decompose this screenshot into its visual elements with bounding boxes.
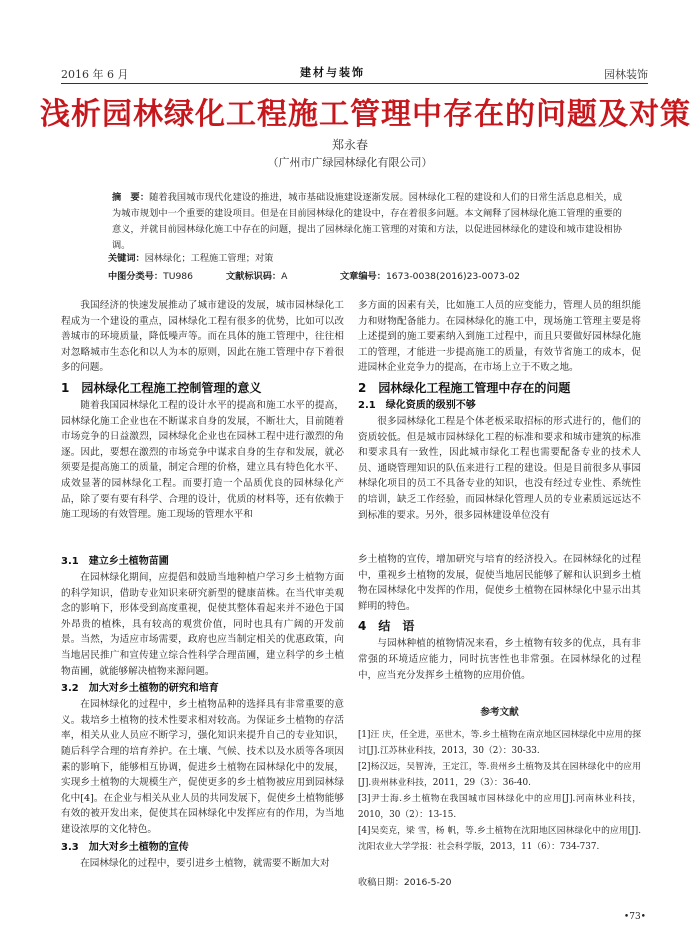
ornamental-divider	[61, 538, 655, 546]
clc-value: TU986	[163, 271, 193, 282]
clc-number	[108, 268, 193, 282]
doc-code	[226, 268, 287, 282]
abstract-text: 随着我国城市现代化建设的推进，城市基础设施建设逐渐发展。园林绿化工程的建设和人们的日常生活息息相关，成为城市规划中一个重要的建设项目。但是在目前园林绿化的建设中，存在着很多问题。本文阐释了园林绿化施工管理的重要的意义，并就目前园林绿化施工中存在的问题，提出了园林绿化施工管理的对策和方法，以促进园林绿化的建设和城市建设相协调。	[112, 192, 623, 251]
doc-value: A	[281, 271, 288, 282]
section-3-1-heading: 3.1 建立乡土植物苗圃	[61, 556, 169, 567]
reference-item: [1]汪 庆，任全进，巫世木，等.乡土植物在南京地区园林绿化中应用的探讨[J].江苏林业科技，2013，30（2）：30-33.	[358, 730, 641, 757]
upper-left-column	[61, 298, 344, 523]
issue-date: 2016 年 6 月	[61, 68, 129, 81]
continued-paragraph: 多方面的因素有关，比如施工人员的应变能力，管理人员的组织能力和财物配备能力。在园林绿化的施工中，现场施工管理主要是将上述提到的施工要素纳入到施工过程中，而且只要做好园林绿化施工的管理，才能进一步提高施工的质量，有效节省施工的成本，促进园林企业竞争力的提高，在市场上立于不败之地。	[358, 300, 641, 374]
upper-right-column	[358, 298, 641, 523]
page-number: •73•	[623, 912, 646, 922]
section-2-1-paragraph: 很多园林绿化工程是个体老板采取招标的形式进行的，他们的资质较低。但是城市园林绿化工程的标准和要求和城市建筑的标准和要求具有一致性，因此城市绿化工程也需要配备专业的技术人员、通晓管理知识的队伍来进行工程的建设。但是目前很多从事园林绿化项目的员工不具备专业的知识，也没有经过专业性、系统性的培训，缺乏工作经验，而园林绿化管理人员的专业素质远远达不到标准的要求。另外，很多园林建设单位没有	[358, 415, 641, 521]
intro-paragraph: 我国经济的快速发展推动了城市建设的发展，城市园林绿化工程成为一个建设的重点，园林绿化工程有很多的优势，比如可以改善城市的环境质量，降低噪声等。而在具体的施工管理中，往往相对忽略城市生态化和以人为本的原则，因此在施工管理中存下着很多的问题。	[61, 300, 344, 374]
article-label: 文章编号：	[340, 271, 386, 282]
section-3-3-paragraph: 在园林绿化的过程中，要引进乡土植物，就需要不断加大对	[80, 857, 330, 869]
clc-label: 中图分类号：	[108, 271, 164, 282]
section-4-heading: 4 结 语	[358, 619, 415, 634]
affiliation: （广州市广绿园林绿化有限公司）	[267, 156, 433, 169]
section-2-1-heading: 2.1 绿化资质的级别不够	[358, 399, 476, 411]
header-rule	[61, 83, 648, 84]
reference-item: [4]吴奕克，梁 雪，杨 帆，等.乡土植物在沈阳地区园林绿化中的应用[J].沈阳农业大学学报：社会科学版，2013，11（6）：734-737.	[358, 826, 641, 853]
section-3-2-heading: 3.2 加大对乡土植物的研究和培育	[61, 683, 219, 695]
references-title: 参考文献	[480, 707, 519, 719]
section-3-2-paragraph: 在园林绿化的过程中，乡土植物品种的选择具有非常重要的意义。栽培乡土植物的技术性要求相对较高。为保证乡土植物的存活率，相关从业人员应不断学习，强化知识来提升自己的专业知识，随后科学合理的培育养护。在土壤、气候、技术以及水质等各项因素的影响下，能够相互协调，促进乡土植物在园林绿化中的发展，实现乡土植物的大规模生产，促使更多的乡土植物被应用到园林绿化中[4]。在企业与相关从业人员的共同发展下，促使乡土植物能够有效的被开发出来，促使其在园林绿化中发挥应有的作用，为当地建设浓厚的文化特色。	[61, 699, 344, 835]
keywords	[108, 250, 273, 264]
continued-paragraph-2: 乡土植物的宣传，增加研究与培育的经济投入。在园林绿化的过程中，重视乡土植物的发展，促使当地居民能够了解和认识到乡土植物在园林绿化中发挥的作用，促使乡土植物在园林绿化中显示出其鲜明的特色。	[358, 554, 641, 612]
section-2-heading: 2 园林绿化工程施工管理中存在的问题	[358, 380, 571, 395]
doc-label: 文献标识码：	[226, 271, 282, 282]
section-1-paragraph: 随着我国园林绿化工程的设计水平的提高和施工水平的提高，园林绿化施工企业也在不断谋求自身的发展，不断壮大，目前随着市场竞争的日益激烈，园林绿化企业也在园林工程中进行激烈的角逐。因此，要想在激烈的市场竞争中谋求自身的生存和发展，就必须要是提高施工的质量，制定合理的价格，建立具有特色化水平、成效显著的园林绿化工程。而要打造一个品质优良的园林绿化产品，除了要有要有科学、合理的设计，优质的材料等，还有依赖于施工现场的有效管理。施工现场的管理水平和	[61, 399, 344, 521]
journal-logo: 建材与装饰	[300, 66, 365, 79]
section-3-3-heading: 3.3 加大对乡土植物的宣传	[61, 841, 189, 853]
lower-right-column	[358, 552, 641, 891]
reference-item: [3]尹士海.乡土植物在我国城市园林绿化中的应用[J].河南林业科技，2010，30（2）：13-15.	[358, 794, 641, 821]
article-title: 浅析园林绿化工程施工管理中存在的问题及对策	[40, 97, 691, 132]
conclusion-paragraph: 与园林种植的植物情况来看，乡土植物有较多的优点，具有非常强的环境适应能力，同时抗害性也非常强。在园林绿化的过程中，应当充分发挥乡土植物的应用价值。	[358, 638, 641, 681]
section-name: 园林装饰	[604, 68, 648, 81]
abstract	[112, 190, 622, 254]
article-value: 1673-0038(2016)23-0073-02	[385, 271, 520, 282]
section-1-heading: 1 园林绿化工程施工控制管理的意义	[61, 380, 262, 395]
section-3-1-paragraph: 在园林绿化期间，应提倡和鼓励当地种植户学习乡土植物方面的科学知识，借助专业知识来研究新型的健康苗株。在当代审美观念的影响下，形体受到高度重视，促使其整体看起来并不逊色于国外昂贵的植株，具有较高的观赏价值，同时也具有广阔的开发前景。当然，为适应市场需要，政府也应当制定相关的优惠政策，向当地居民推广和宣传建立综合性科学合理苗圃，建立科学的乡土植物苗圃，就能够解决植物来源问题。	[61, 572, 344, 677]
received-date: 收稿日期：2016-5-20	[358, 877, 452, 889]
keywords-label: 关键词：	[108, 253, 145, 264]
reference-item: [2]杨汉远，吴智涛，王定江，等.贵州乡土植物及其在园林绿化中的应用[J].贵州林业科技，2011，29（3）：36-40.	[358, 762, 641, 789]
lower-left-column	[61, 552, 344, 871]
author-name: 郑永春	[331, 138, 368, 152]
article-number	[340, 268, 520, 282]
references	[358, 705, 641, 855]
keywords-text: 园林绿化；工程施工管理；对策	[144, 253, 274, 264]
abstract-label: 摘 要：	[112, 192, 150, 203]
